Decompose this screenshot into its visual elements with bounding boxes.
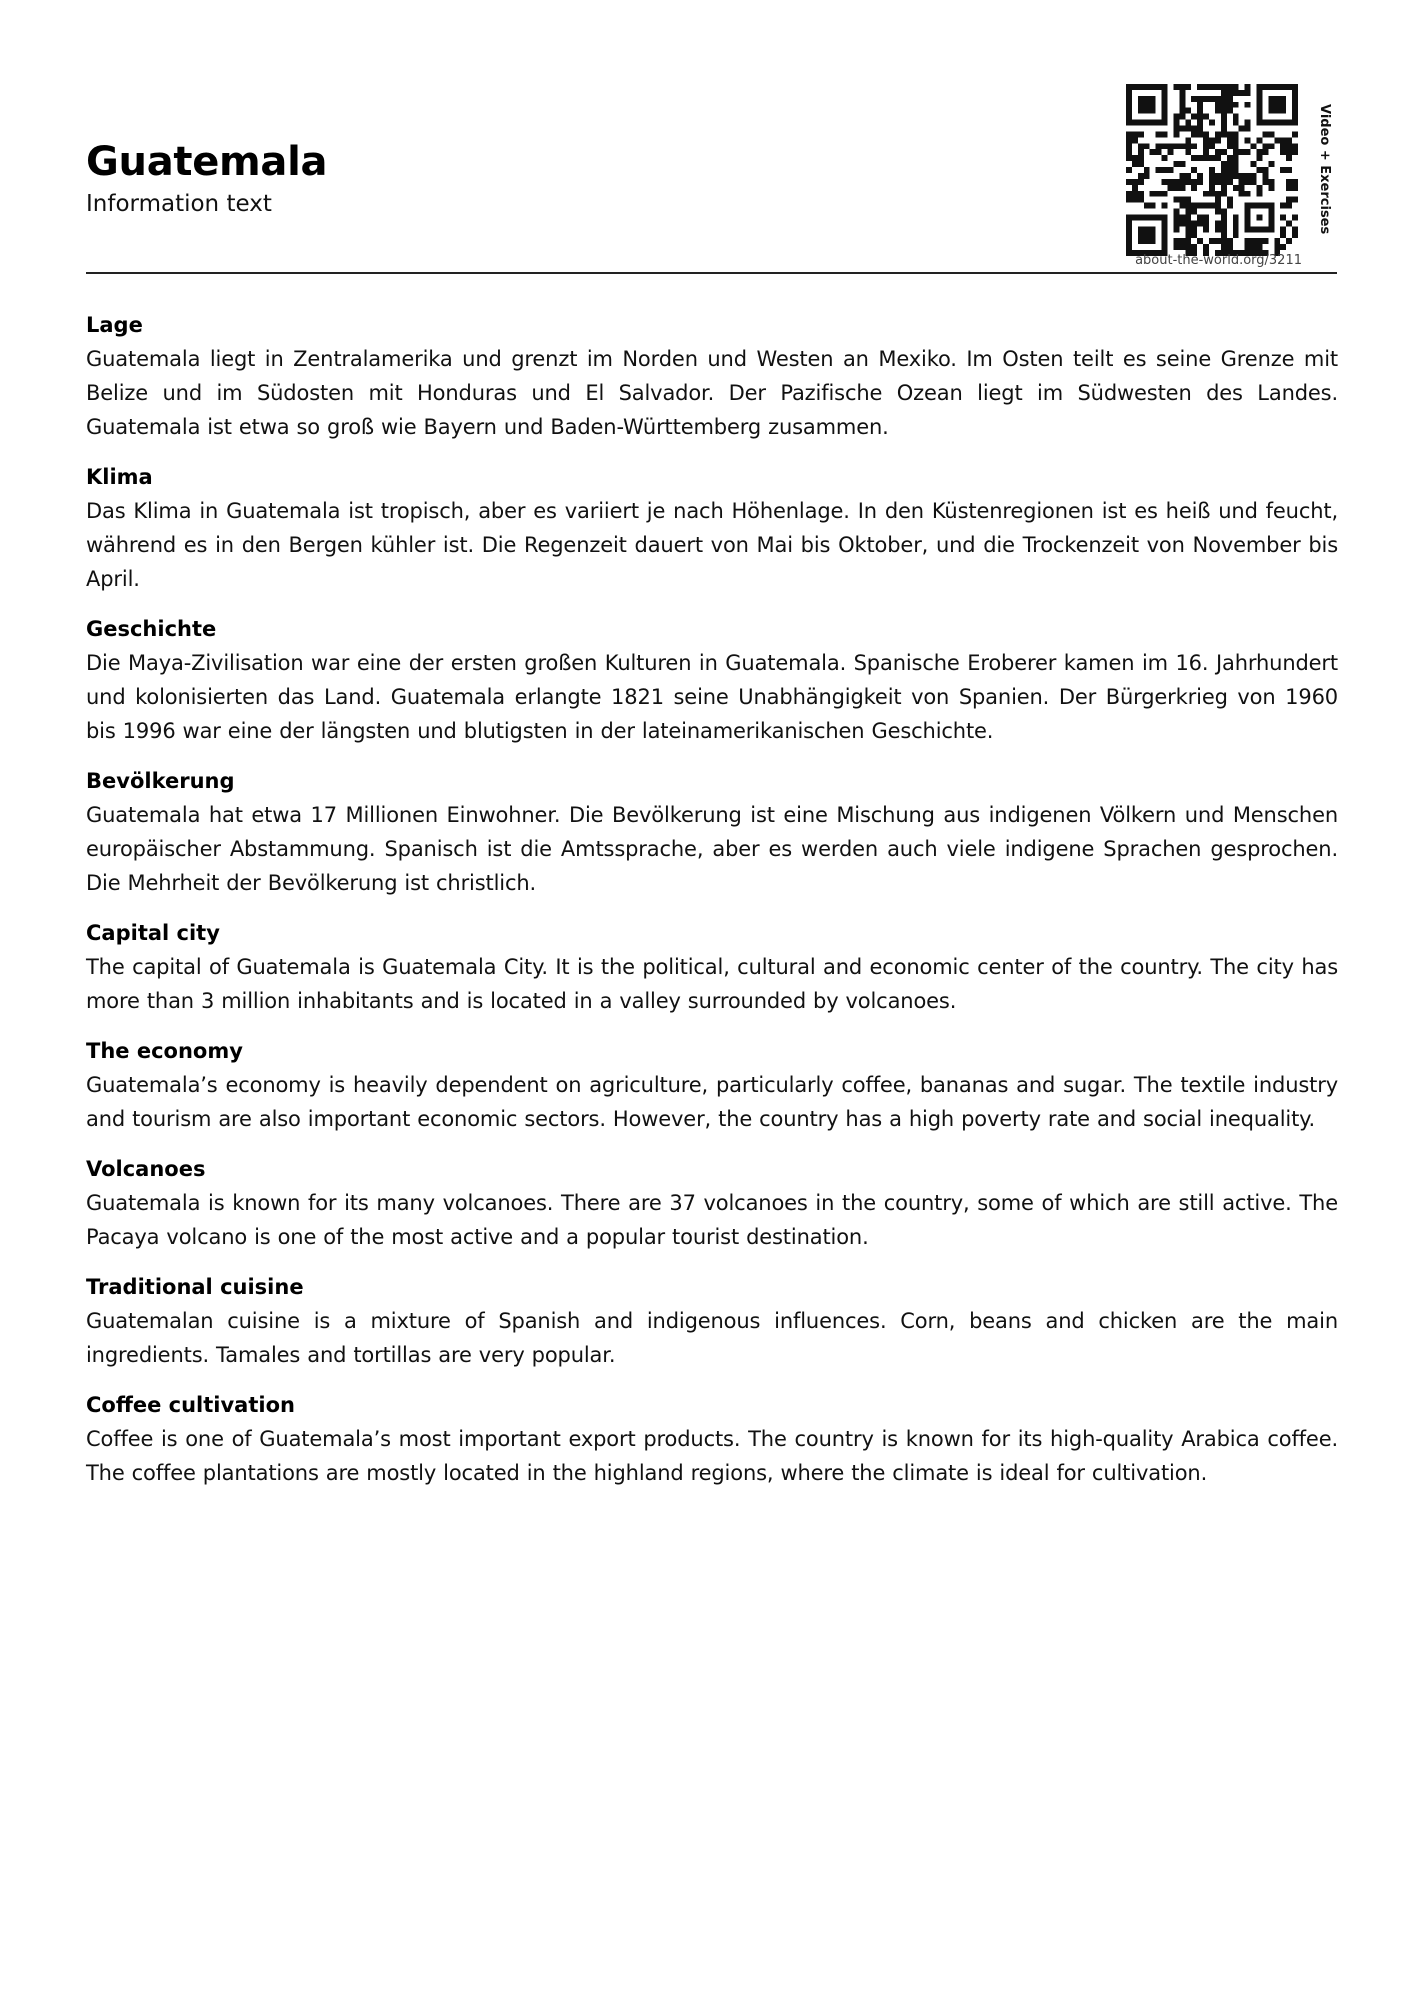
section-lage — [86, 308, 1338, 444]
section-heading: Bevölkerung — [86, 769, 235, 793]
section-heading: Klima — [86, 465, 153, 489]
section-text: The capital of Guatemala is Guatemala City. It is the political, cultural and economic center of the country. The city has more than 3 million inhabitants and is located in a valley surrounded by volcanoes. — [86, 955, 1338, 1013]
section-text: Coffee is one of Guatemala’s most important export products. The country is known for its high-quality Arabica coffee. The coffee plantations are mostly located in the highland regions, where the climate is ideal for cultivation. — [86, 1427, 1338, 1485]
section-volcanoes — [86, 1152, 1338, 1254]
section-geschichte — [86, 612, 1338, 748]
section-capital-city — [86, 916, 1338, 1018]
section-heading: Traditional cuisine — [86, 1275, 304, 1299]
section-text: Guatemala’s economy is heavily dependent on agriculture, particularly coffee, bananas and sugar. The textile industry and tourism are also important economic sectors. However, the country has a high poverty rate and social inequality. — [86, 1073, 1338, 1131]
section-heading: Lage — [86, 313, 143, 337]
qr-side-label: Video + Exercises — [1317, 104, 1332, 235]
section-text: Die Maya-Zivilisation war eine der ersten großen Kulturen in Guatemala. Spanische Eroberer kamen im 16. Jahrhundert und kolonisierten das Land. Guatemala erlangte 1821 seine Unabhängigkeit von Spanien. Der Bürgerkrieg von 1960 bis 1996 war eine der längsten und blutigsten in der lateinamerikanischen Geschichte. — [86, 651, 1338, 743]
section-heading: Capital city — [86, 921, 220, 945]
qr-code-block[interactable] — [1126, 84, 1306, 256]
section-text: Guatemala hat etwa 17 Millionen Einwohner. Die Bevölkerung ist eine Mischung aus indigenen Völkern und Menschen europäischer Abstammung. Spanisch ist die Amtssprache, aber es werden auch viele indigene Sprachen gesprochen. Die Mehrheit der Bevölkerung ist christlich. — [86, 803, 1338, 895]
section-heading: The economy — [86, 1039, 243, 1063]
section-heading: Geschichte — [86, 617, 217, 641]
section-heading: Volcanoes — [86, 1157, 206, 1181]
document-body — [86, 308, 1338, 1506]
section-klima — [86, 460, 1338, 596]
qr-url-link[interactable]: about-the-world.org/3211 — [1135, 253, 1302, 268]
section-text: Guatemala liegt in Zentralamerika und grenzt im Norden und Westen an Mexiko. Im Osten teilt es seine Grenze mit Belize und im Südosten mit Honduras und El Salvador. Der Pazifische Ozean liegt im Südwesten des Landes. Guatemala ist etwa so groß wie Bayern und Baden-Württemberg zusammen. — [86, 347, 1338, 439]
section-bevoelkerung — [86, 764, 1338, 900]
section-text: Guatemala is known for its many volcanoes. There are 37 volcanoes in the country, some of which are still active. The Pacaya volcano is one of the most active and a popular tourist destination. — [86, 1191, 1338, 1249]
section-text: Das Klima in Guatemala ist tropisch, aber es variiert je nach Höhenlage. In den Küstenregionen ist es heiß und feucht, während es in den Bergen kühler ist. Die Regenzeit dauert von Mai bis Oktober, und die Trockenzeit von November bis April. — [86, 499, 1338, 591]
qr-code-icon[interactable] — [1126, 84, 1298, 256]
section-heading: Coffee cultivation — [86, 1393, 295, 1417]
header-divider — [86, 272, 1337, 274]
section-traditional-cuisine — [86, 1270, 1338, 1372]
section-coffee-cultivation — [86, 1388, 1338, 1490]
page-subtitle: Information text — [86, 191, 272, 217]
section-economy — [86, 1034, 1338, 1136]
section-text: Guatemalan cuisine is a mixture of Spanish and indigenous influences. Corn, beans and chicken are the main ingredients. Tamales and tortillas are very popular. — [86, 1309, 1338, 1367]
page-title: Guatemala — [86, 139, 328, 185]
